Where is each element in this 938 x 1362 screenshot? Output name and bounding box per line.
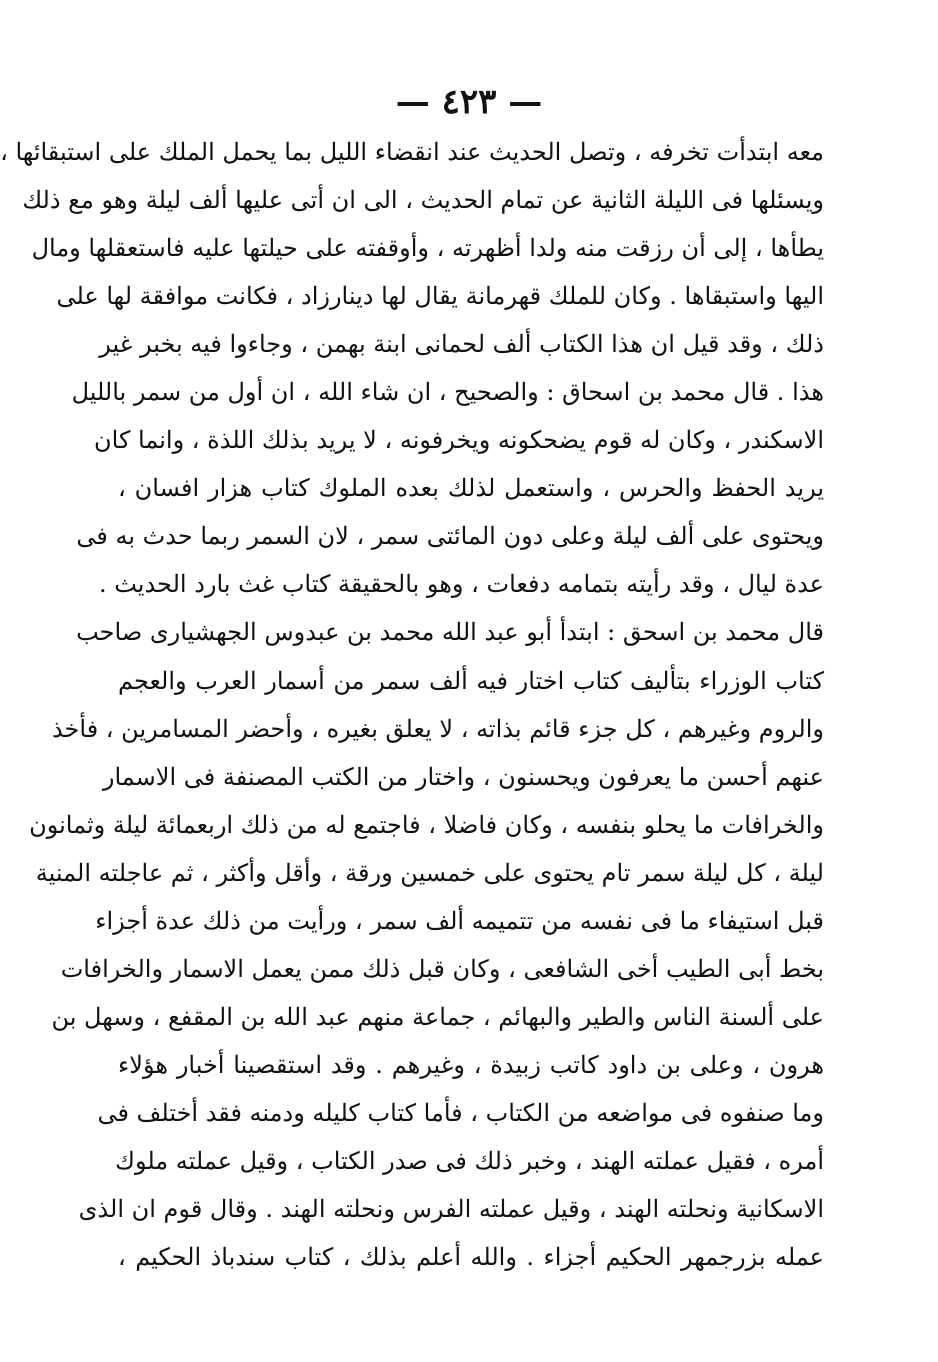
text-line: هرون ، وعلى بن داود كاتب زبيدة ، وغيرهم . وقد استقصينا أخبار هؤلاء <box>118 1050 824 1079</box>
text-line: عدة ليال ، وقد رأيته بتمامه دفعات ، وهو بالحقيقة كتاب غث بارد الحديث . <box>98 570 824 599</box>
text-line: قال محمد بن اسحق : ابتدأ أبو عبد الله محمد بن عبدوس الجهشيارى صاحب <box>76 618 824 647</box>
text-line: على ألسنة الناس والطير والبهائم ، جماعة منهم عبد الله بن المقفع ، وسهل بن <box>51 1002 824 1031</box>
text-line: أمره ، فقيل عملته الهند ، وخبر ذلك فى صدر الكتاب ، وقيل عملته ملوك <box>115 1146 824 1175</box>
text-line: بخط أبى الطيب أخى الشافعى ، وكان قبل ذلك ممن يعمل الاسمار والخرافات <box>60 954 824 983</box>
text-line: عنهم أحسن ما يعرفون ويحسنون ، واختار من الكتب المصنفة فى الاسمار <box>102 762 824 791</box>
text-line: يطأها ، إلى أن رزقت منه ولدا أظهرته ، وأوقفته على حيلتها عليه فاستعقلها ومال <box>31 234 824 263</box>
text-line: والخرافات ما يحلو بنفسه ، وكان فاضلا ، فاجتمع له من ذلك اربعمائة ليلة وثمانون <box>29 810 824 839</box>
text-line: ويحتوى على ألف ليلة وعلى دون المائتى سمر ، لان السمر ربما حدث به فى <box>76 522 824 551</box>
text-line: ويسئلها فى الليلة الثانية عن تمام الحديث ، الى ان أتى عليها ألف ليلة وهو مع ذلك <box>22 186 824 215</box>
text-line: ذلك ، وقد قيل ان هذا الكتاب ألف لحمانى ابنة بهمن ، وجاءوا فيه بخبر غير <box>99 330 824 359</box>
text-line: الاسكانية ونحلته الهند ، وقيل عملته الفرس ونحلته الهند . وقال قوم ان الذى <box>78 1195 824 1224</box>
text-line: ليلة ، كل ليلة سمر تام يحتوى على خمسين ورقة ، وأقل وأكثر ، ثم عاجلته المنية <box>35 858 824 887</box>
text-line: قبل استيفاء ما فى نفسه من تتميمه ألف سمر ، ورأيت من ذلك عدة أجزاء <box>95 906 824 935</box>
text-line: معه ابتدأت تخرفه ، وتصل الحديث عند انقضاء الليل بما يحمل الملك على استبقائها ، <box>0 138 824 166</box>
text-line: اليها واستبقاها . وكان للملك قهرمانة يقال لها دينارزاد ، فكانت موافقة لها على <box>56 282 824 311</box>
text-line: يريد الحفظ والحرس ، واستعمل لذلك بعده الملوك كتاب هزار افسان ، <box>118 474 824 503</box>
text-line: وما صنفوه فى مواضعه من الكتاب ، فأما كتاب كليله ودمنه فقد أختلف فى <box>97 1098 824 1127</box>
text-line: كتاب الوزراء بتأليف كتاب اختار فيه ألف سمر من أسمار العرب والعجم <box>118 666 824 695</box>
text-line: والروم وغيرهم ، كل جزء قائم بذاته ، لا يعلق بغيره ، وأحضر المسامرين ، فأخذ <box>51 714 824 743</box>
text-line: الاسكندر ، وكان له قوم يضحكونه ويخرفونه ، لا يريد بذلك اللذة ، وانما كان <box>94 426 824 455</box>
text-line: عمله بزرجمهر الحكيم أجزاء . والله أعلم بذلك ، كتاب سندباذ الحكيم ، <box>118 1243 824 1272</box>
page-number: — ٤٢٣ — <box>395 82 543 122</box>
text-line: هذا . قال محمد بن اسحاق : والصحيح ، ان شاء الله ، ان أول من سمر بالليل <box>71 378 824 407</box>
body-text <box>0 128 824 1281</box>
